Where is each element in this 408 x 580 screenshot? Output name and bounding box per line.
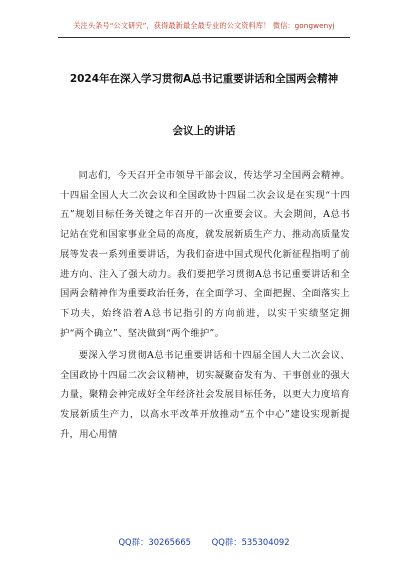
qq-group-1: QQ群：30265665 — [118, 537, 191, 547]
document-title: 2024年在深入学习贯彻A总书记重要讲话和全国两会精神 — [69, 73, 339, 85]
paragraph: 要深入学习贯彻A总书记重要讲话和十四届全国人大二次会议、全国政协十四届二次会议精神，切实凝聚奋发有为、干事创业的强大力量，聚精会神完成好全年经济社会发展目标任务，以更大力度培育发展新质生产力，以高水平改革开放推动“五个中心”建设实现新提升，用心用情 — [60, 349, 350, 440]
footer-contacts — [0, 536, 408, 548]
header-divider — [58, 37, 350, 38]
document-body — [60, 166, 350, 447]
header-note: 关注头条号“公文研究”，获得最新最全最专业的公文资料库！ 微信：gongwenyj — [73, 21, 335, 30]
document-subtitle: 会议上的讲话 — [172, 125, 236, 137]
qq-group-2: QQ群：535304092 — [211, 537, 290, 547]
paragraph: 同志们，今天召开全市领导干部会议，传达学习全国两会精神。十四届全国人大二次会议和全国政协十四届二次会议是在实现“十四五”规划目标任务关键之年召开的一次重要会议。大会期间，A总书记站在党和国家事业全局的高度，就发展新质生产力、推动高质量发展等发表一系列重要讲话，为我们奋进中国式现代化新征程指明了前进方向、注入了强大动力。我们要把学习贯彻A总书记重要讲话和全国两会精神作为重要政治任务，在全面学习、全面把握、全面落实上下功夫，始终沿着A总书记指引的方向前进，以实干实绩坚定拥护“两个确立”、坚决做到“两个维护”。 — [60, 170, 350, 339]
